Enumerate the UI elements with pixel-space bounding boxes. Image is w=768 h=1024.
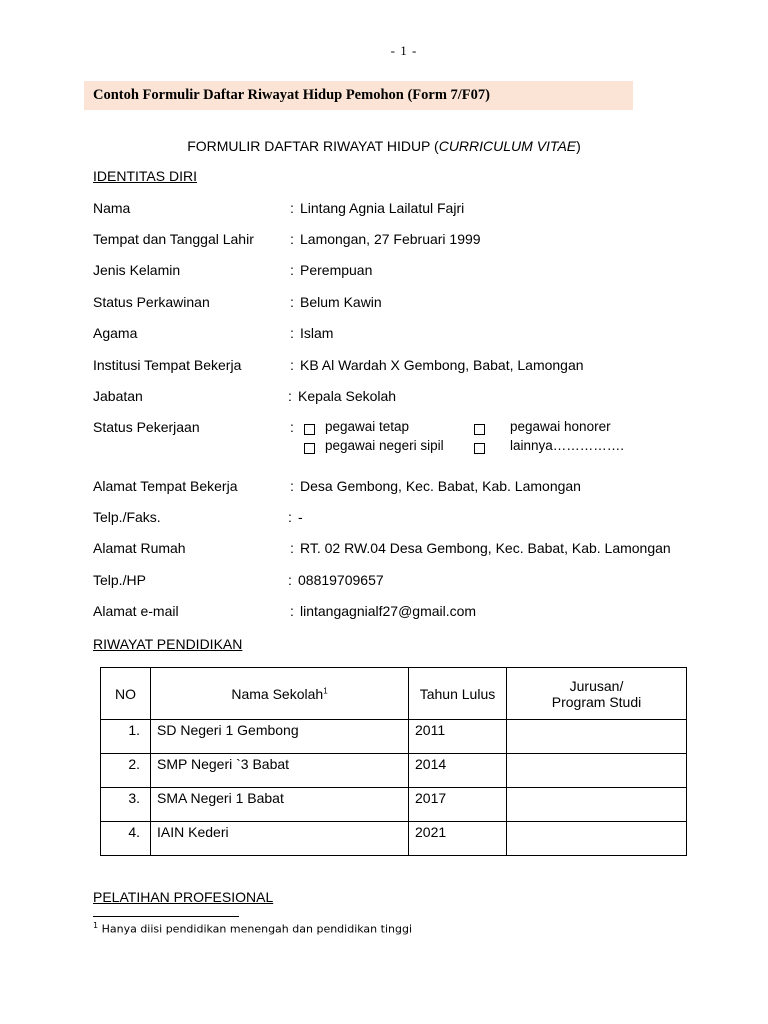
header-major-line1: Jurusan/	[569, 677, 624, 694]
row-school: SMA Negeri 1 Babat	[151, 788, 409, 822]
form-title	[0, 138, 768, 154]
row-year: 2014	[409, 754, 507, 788]
form-title-close: )	[576, 138, 581, 154]
label-email: Alamat e-mail	[93, 603, 179, 619]
header-no: NO	[101, 668, 151, 720]
option-lainnya: lainnya…………….	[510, 438, 625, 453]
label-telp-faks: Telp./Faks.	[93, 509, 161, 525]
row-year: 2021	[409, 822, 507, 856]
colon: :	[290, 357, 294, 373]
header-school-label: Nama Sekolah	[231, 685, 324, 702]
footnote-marker: 1	[323, 685, 328, 695]
row-major	[507, 754, 687, 788]
form-title-italic: CURRICULUM VITAE	[438, 138, 577, 154]
option-pns: pegawai negeri sipil	[325, 438, 444, 453]
value-jabatan: Kepala Sekolah	[298, 388, 397, 404]
table-row	[101, 788, 687, 822]
footnote	[93, 921, 412, 936]
checkbox-pns[interactable]	[304, 443, 315, 454]
value-email: lintangagnialf27@gmail.com	[300, 603, 477, 619]
label-ttl: Tempat dan Tanggal Lahir	[93, 231, 254, 247]
footnote-mark: 1	[93, 921, 99, 930]
colon: :	[290, 262, 294, 278]
colon: :	[290, 200, 294, 216]
header-school	[151, 668, 409, 720]
value-telp-hp: 08819709657	[298, 572, 384, 588]
colon: :	[290, 540, 294, 556]
colon: :	[290, 603, 294, 619]
value-kelamin: Perempuan	[300, 262, 373, 278]
label-alamat-rumah: Alamat Rumah	[93, 540, 186, 556]
row-no: 2.	[101, 754, 151, 788]
row-year: 2017	[409, 788, 507, 822]
table-header-row	[101, 668, 687, 720]
label-institusi: Institusi Tempat Bekerja	[93, 357, 242, 373]
checkbox-pegawai-honorer[interactable]	[474, 424, 485, 435]
header-major	[507, 668, 687, 720]
colon: :	[288, 572, 292, 588]
colon: :	[288, 509, 292, 525]
label-agama: Agama	[93, 325, 138, 341]
section-identity: IDENTITAS DIRI	[93, 168, 197, 184]
section-education: RIWAYAT PENDIDIKAN	[93, 636, 243, 652]
table-row	[101, 754, 687, 788]
checkbox-lainnya[interactable]	[474, 443, 485, 454]
education-table	[100, 667, 687, 856]
colon: :	[290, 419, 294, 435]
form-banner	[84, 81, 633, 110]
row-no: 3.	[101, 788, 151, 822]
footnote-separator	[93, 916, 239, 917]
banner-title: Contoh Formulir Daftar Riwayat Hidup Pemohon (Form 7/F07)	[93, 87, 490, 103]
form-title-main: FORMULIR DAFTAR RIWAYAT HIDUP (	[187, 138, 439, 154]
label-nama: Nama	[93, 200, 131, 216]
row-school: SD Negeri 1 Gembong	[151, 720, 409, 754]
colon: :	[290, 478, 294, 494]
value-nama: Lintang Agnia Lailatul Fajri	[300, 200, 465, 216]
colon: :	[288, 388, 292, 404]
label-kelamin: Jenis Kelamin	[93, 262, 181, 278]
header-major-line2: Program Studi	[551, 693, 642, 710]
table-row	[101, 720, 687, 754]
page-number: - 1 -	[390, 43, 418, 58]
row-school: SMP Negeri `3 Babat	[151, 754, 409, 788]
label-status-pekerjaan: Status Pekerjaan	[93, 419, 200, 435]
section-training: PELATIHAN PROFESIONAL	[93, 889, 274, 905]
colon: :	[290, 294, 294, 310]
row-no: 1.	[101, 720, 151, 754]
row-major	[507, 720, 687, 754]
colon: :	[290, 325, 294, 341]
footnote-text: Hanya diisi pendidikan menengah dan pendidikan tinggi	[98, 922, 413, 936]
value-perkawinan: Belum Kawin	[300, 294, 382, 310]
value-alamat-rumah: RT. 02 RW.04 Desa Gembong, Kec. Babat, Kab. Lamongan	[300, 540, 671, 556]
row-major	[507, 822, 687, 856]
header-year: Tahun Lulus	[409, 668, 507, 720]
value-institusi: KB Al Wardah X Gembong, Babat, Lamongan	[300, 357, 584, 373]
label-telp-hp: Telp./HP	[93, 572, 146, 588]
option-pegawai-tetap: pegawai tetap	[325, 419, 410, 434]
label-alamat-kerja: Alamat Tempat Bekerja	[93, 478, 238, 494]
value-telp-faks: -	[298, 509, 303, 525]
row-major	[507, 788, 687, 822]
value-agama: Islam	[300, 325, 334, 341]
row-no: 4.	[101, 822, 151, 856]
row-school: IAIN Kederi	[151, 822, 409, 856]
colon: :	[290, 231, 294, 247]
value-ttl: Lamongan, 27 Februari 1999	[300, 231, 481, 247]
label-perkawinan: Status Perkawinan	[93, 294, 210, 310]
row-year: 2011	[409, 720, 507, 754]
label-jabatan: Jabatan	[93, 388, 143, 404]
option-pegawai-honorer: pegawai honorer	[510, 419, 611, 434]
value-alamat-kerja: Desa Gembong, Kec. Babat, Kab. Lamongan	[300, 478, 581, 494]
table-row	[101, 822, 687, 856]
checkbox-pegawai-tetap[interactable]	[304, 424, 315, 435]
